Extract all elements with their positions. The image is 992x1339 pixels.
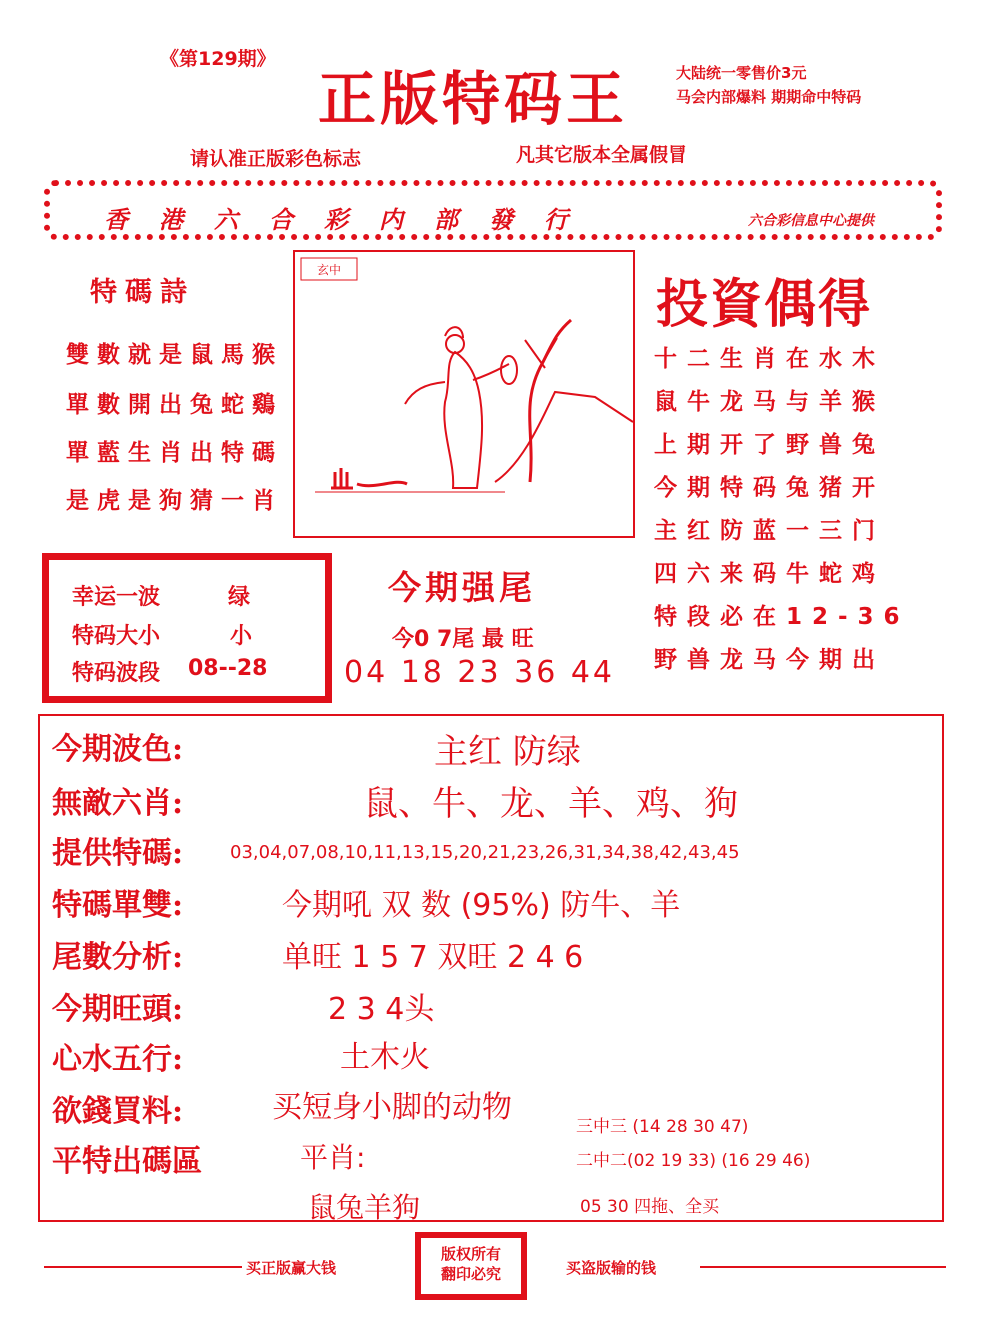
special-code-value: 03,04,07,08,10,11,13,15,20,21,23,26,31,34,38,42,43,45 <box>230 842 740 863</box>
head-label: 今期旺頭: <box>52 992 184 1027</box>
buy-value: 买短身小脚的动物 <box>272 1090 512 1125</box>
strong-tail-numbers: 04 18 23 36 44 <box>344 655 616 690</box>
footer-left-text: 买正版赢大钱 <box>246 1259 337 1277</box>
invest-line: 今期特码兔猪开 <box>654 475 885 501</box>
invest-line: 野兽龙马今期出 <box>654 647 885 673</box>
invest-line: 十二生肖在水木 <box>654 346 885 372</box>
invest-line: 四六来码牛蛇鸡 <box>654 561 885 587</box>
four-drag: 05 30 四拖、全买 <box>580 1197 720 1217</box>
invest-line: 鼠牛龙马与羊猴 <box>654 389 885 415</box>
three-in-three: 三中三 (14 28 30 47) <box>576 1117 749 1137</box>
tail-analysis-label: 尾數分析: <box>52 940 184 975</box>
lucky-wave-label: 幸运一波 <box>72 585 161 610</box>
lucky-wave-value: 绿 <box>228 585 251 610</box>
poem-line: 雙數就是鼠馬猴 <box>66 341 283 368</box>
flat-zone-label: 平特出碼區 <box>52 1144 202 1179</box>
special-code-label: 提供特碼: <box>52 836 184 871</box>
poem-line: 單數開出兔蛇鷄 <box>66 391 283 418</box>
footer-right-line <box>700 1266 946 1268</box>
footer-right-text: 买盗版输的钱 <box>566 1259 657 1277</box>
price-note: 大陆统一零售价3元 <box>676 64 807 82</box>
flat-zodiac-label: 平肖: <box>300 1141 366 1174</box>
element-label: 心水五行: <box>52 1042 184 1077</box>
invest-line: 主红防蓝一三门 <box>654 518 885 544</box>
wave-color-value: 主红 防绿 <box>434 732 581 772</box>
stamp-text <box>421 1238 521 1284</box>
invest-title: 投資偶得 <box>656 275 873 335</box>
issue-number: 《第129期》 <box>160 48 276 70</box>
wave-color-label: 今期波色: <box>52 732 184 767</box>
lucky-size-label: 特码大小 <box>72 624 161 649</box>
seal-text: 玄中 <box>316 263 342 277</box>
six-zodiac-value: 鼠、牛、龙、羊、鸡、狗 <box>364 784 738 824</box>
head-value: 2 3 4头 <box>328 992 435 1027</box>
element-value: 土木火 <box>340 1040 430 1075</box>
notice-right: 凡其它版本全属假冒 <box>516 144 688 166</box>
poem-line: 是虎是狗猜一肖 <box>66 487 283 514</box>
banner-source: 六合彩信息中心提供 <box>748 213 874 229</box>
invest-line: 上期开了野兽兔 <box>654 432 885 458</box>
main-title: 正版特码王 <box>318 65 629 133</box>
parity-value: 今期吼 双 数 (95%) 防牛、羊 <box>282 888 681 923</box>
copyright-stamp <box>415 1232 527 1300</box>
notice-left: 请认准正版彩色标志 <box>190 148 362 170</box>
strong-tail-best: 今0 7尾 最 旺 <box>392 627 534 652</box>
buy-label: 欲錢買料: <box>52 1094 184 1129</box>
invest-line: 特段必在12-36 <box>654 604 910 630</box>
stamp-line-2: 翻印必究 <box>440 1265 501 1283</box>
parity-label: 特碼單雙: <box>52 888 184 923</box>
lucky-range-label: 特码波段 <box>72 661 161 686</box>
insider-note: 马会内部爆料 期期命中特码 <box>676 88 862 106</box>
banner-text: 香港六合彩内部發行 <box>104 205 599 234</box>
two-in-two: 二中二(02 19 33) (16 29 46) <box>576 1151 811 1171</box>
stamp-line-1: 版权所有 <box>440 1245 501 1263</box>
illustration-frame <box>293 250 635 538</box>
six-zodiac-label: 無敵六肖: <box>52 786 184 821</box>
poem-line: 單藍生肖出特碼 <box>66 439 283 466</box>
poem-title: 特碼詩 <box>90 277 195 308</box>
flat-zodiac-value: 鼠兔羊狗 <box>308 1191 421 1224</box>
strong-tail-title: 今期强尾 <box>388 568 536 607</box>
lady-with-fan-and-tree-icon <box>295 252 633 536</box>
footer-left-line <box>44 1266 242 1268</box>
lucky-range-value: 08--28 <box>188 656 268 681</box>
lucky-size-value: 小 <box>230 624 253 649</box>
tail-analysis-value: 单旺 1 5 7 双旺 2 4 6 <box>282 940 584 975</box>
